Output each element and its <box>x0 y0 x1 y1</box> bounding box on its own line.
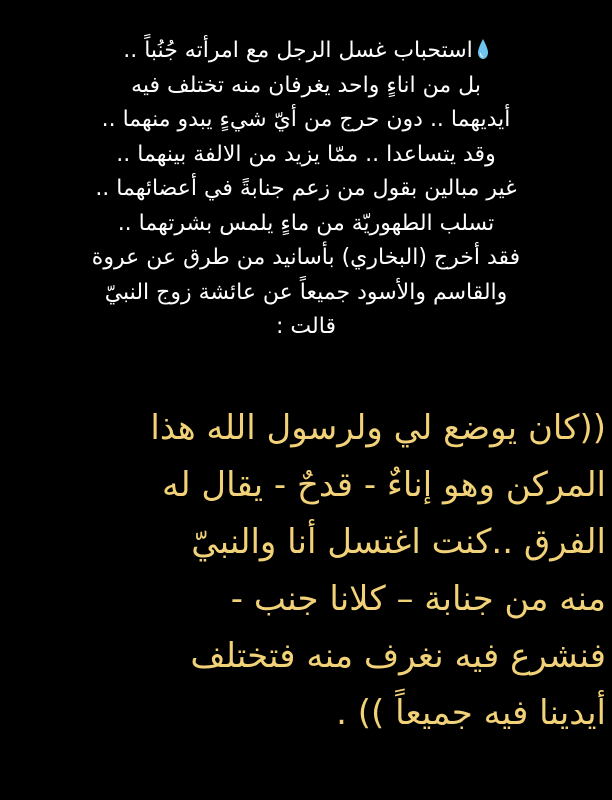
intro-line-6: تسلب الطهوريّة من ماءٍ يلمس بشرتهما .. <box>117 210 495 236</box>
intro-line-1 <box>12 34 600 69</box>
intro-line-4: وقد يتساعدا .. ممّا يزيد من الالفة بينهما .. <box>116 141 496 167</box>
intro-line-5: غير مبالين بقول من زعم جنابةً في أعضائهما .. <box>95 176 517 201</box>
intro-line-1-text: استحباب غسل الرجل مع امرأته جُنُباً .. <box>123 38 473 63</box>
quote-line-3: الفرق ..كنت اغتسل أنا والنبيّ <box>191 522 606 562</box>
intro-line-9: قالت : <box>276 314 336 339</box>
hadith-quote-block <box>6 400 606 742</box>
water-drop-icon <box>477 38 489 60</box>
intro-line-2: بل من اناءٍ واحد يغرفان منه تختلف فيه <box>131 72 481 98</box>
quote-line-5: فنشرع فيه نغرف منه فتختلف <box>190 636 606 676</box>
intro-line-8: والقاسم والأسود جميعاً عن عائشة زوج النبيّ <box>104 279 508 305</box>
quote-line-2: المركن وهو إناءٌ - قدحٌ - يقال له <box>161 465 606 505</box>
quote-line-6: أيدينا فيه جميعاً )) . <box>336 693 606 733</box>
intro-line-7: فقد أخرج (البخاري) بأسانيد من طرق عن عروة <box>91 245 521 270</box>
intro-line-3: أيديهما .. دون حرج من أيّ شيءٍ يبدو منهما .. <box>101 107 511 132</box>
quote-line-4: منه من جنابة – كلانا جنب - <box>230 579 606 619</box>
quote-line-1: ((كان يوضع لي ولرسول الله هذا <box>150 408 606 448</box>
intro-text-block <box>12 34 600 345</box>
